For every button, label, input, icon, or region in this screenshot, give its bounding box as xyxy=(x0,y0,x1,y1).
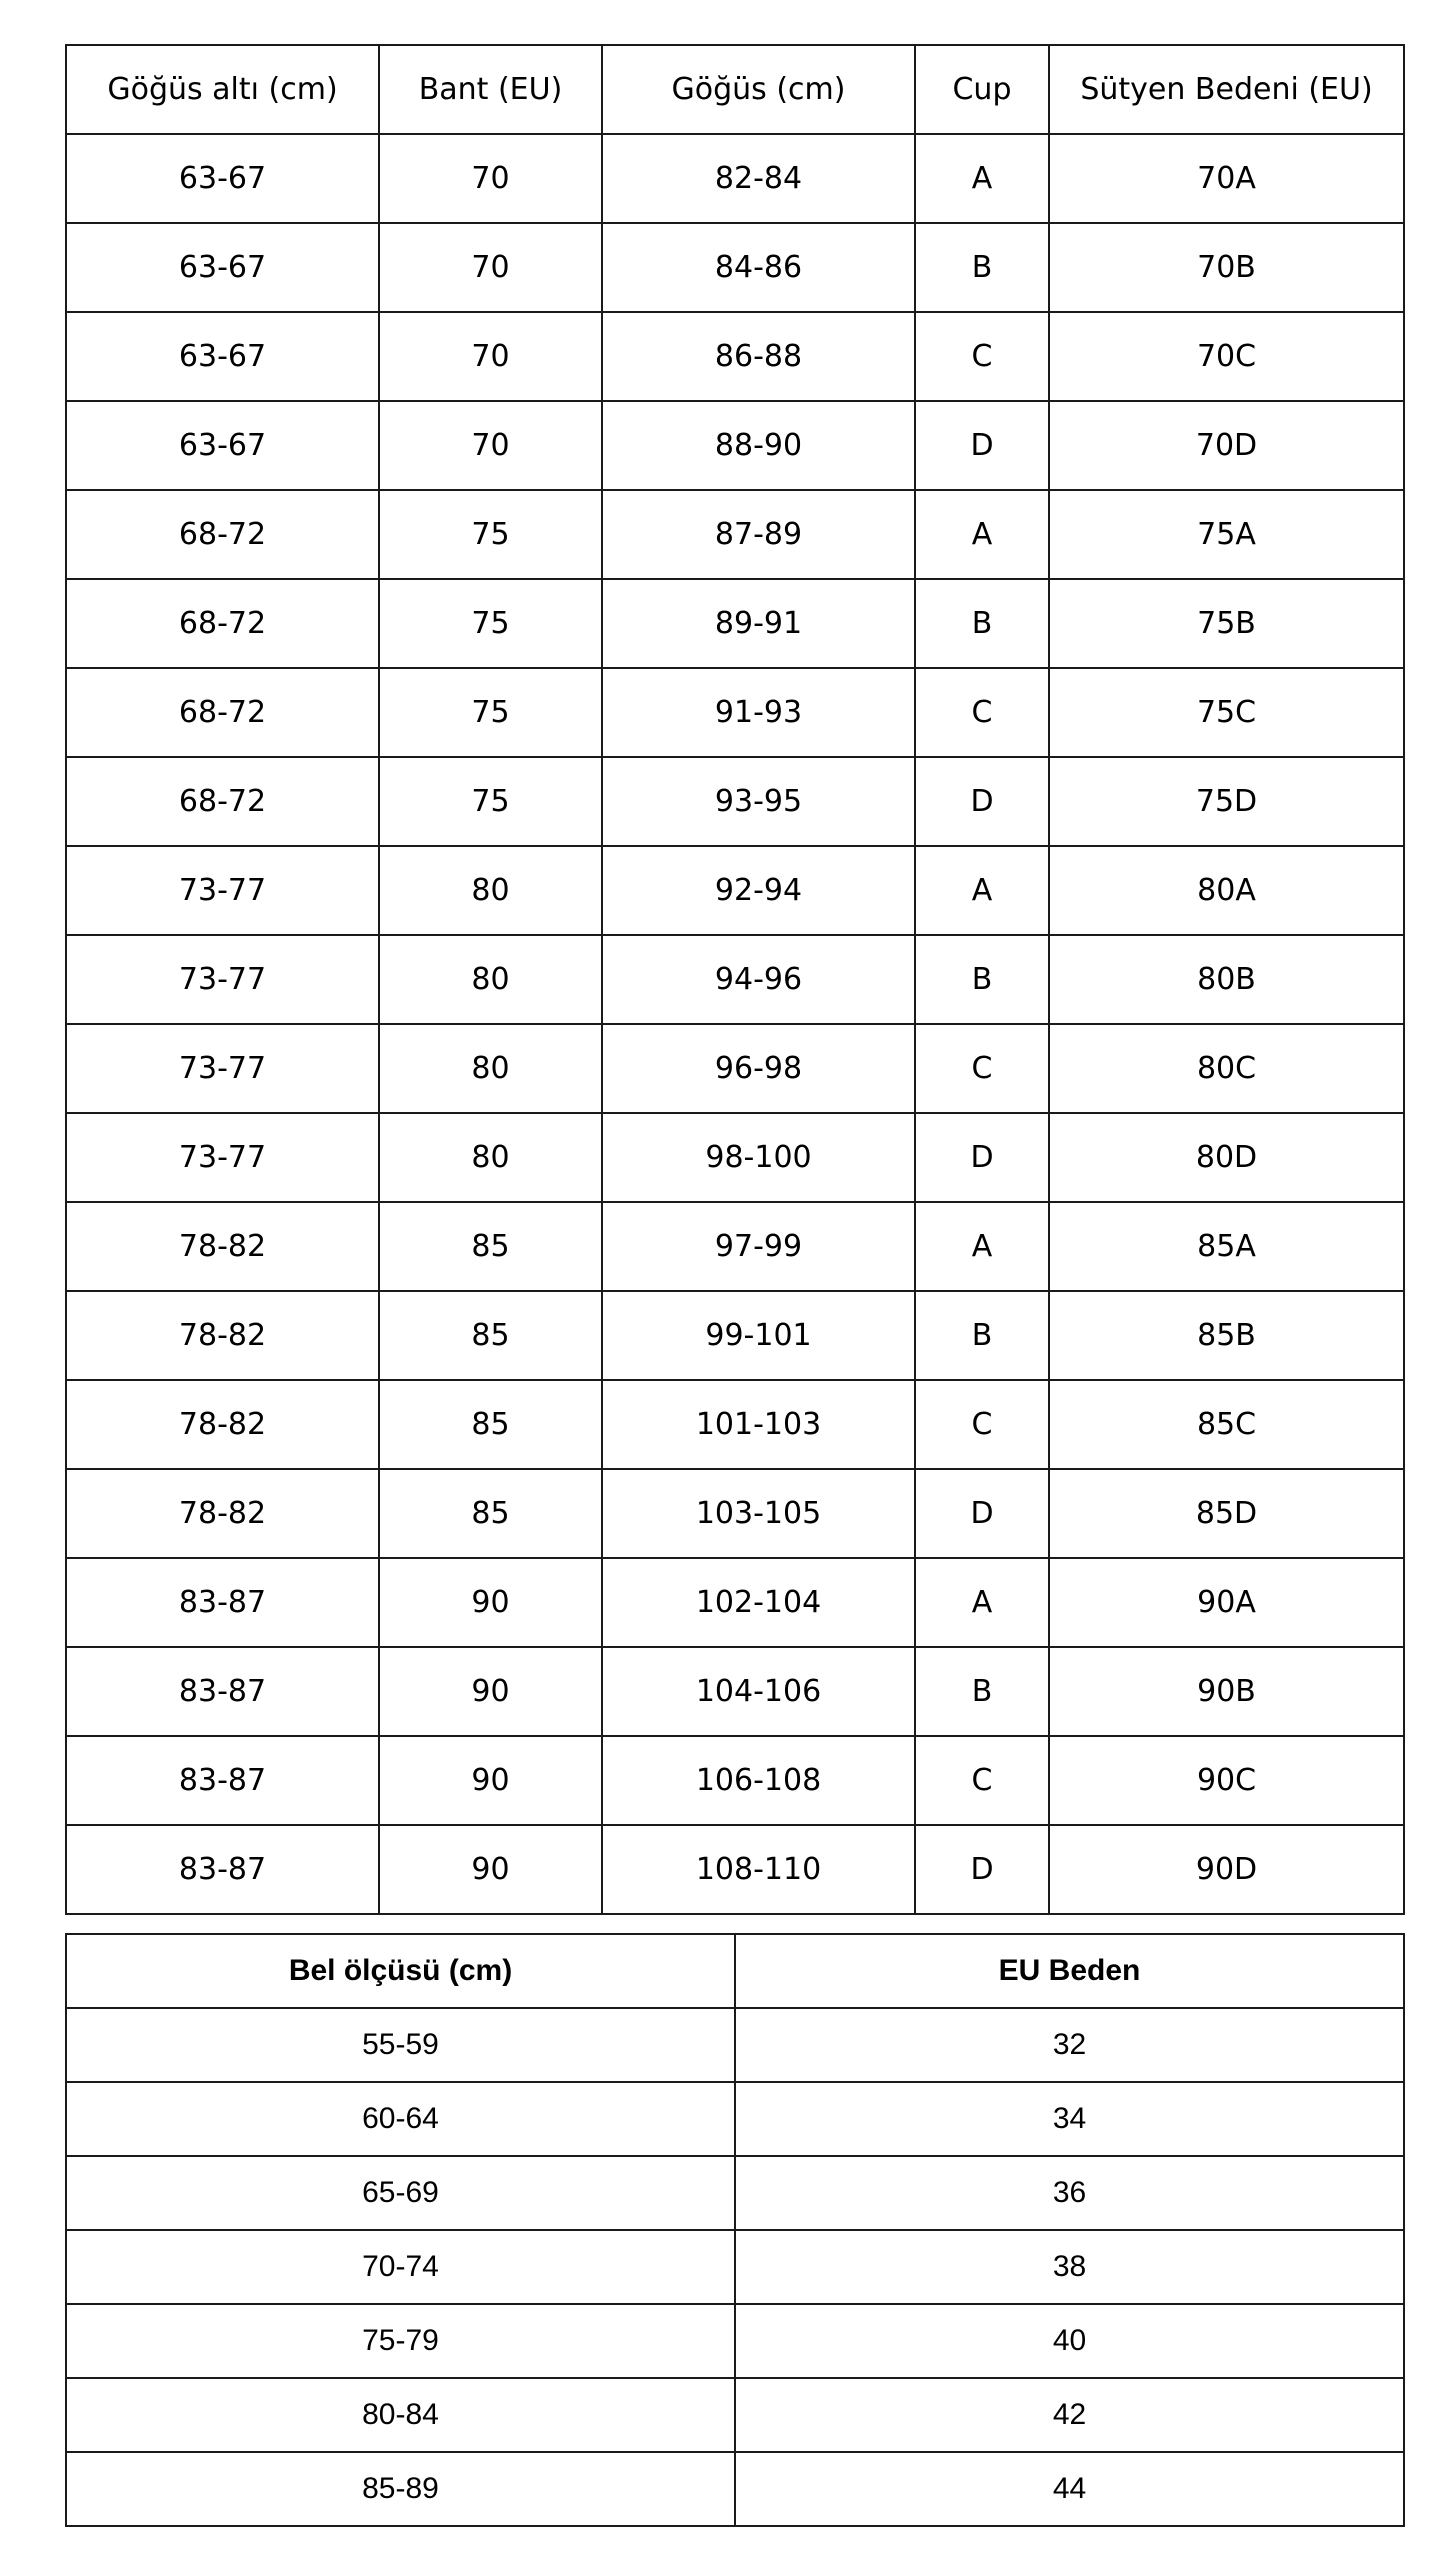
table-cell: 82-84 xyxy=(602,134,915,223)
table-cell: A xyxy=(915,1558,1049,1647)
waist-size-table xyxy=(65,1933,1405,2527)
table-cell: 63-67 xyxy=(66,312,379,401)
table-cell: 85-89 xyxy=(66,2452,735,2526)
table-cell: 101-103 xyxy=(602,1380,915,1469)
table-cell: 42 xyxy=(735,2378,1404,2452)
table-row xyxy=(66,1202,1404,1291)
table-cell: 80 xyxy=(379,1113,602,1202)
table-cell: 90 xyxy=(379,1825,602,1914)
table-cell: 73-77 xyxy=(66,1024,379,1113)
table-row xyxy=(66,2082,1404,2156)
table-cell: 73-77 xyxy=(66,846,379,935)
table-row xyxy=(66,1024,1404,1113)
table-cell: C xyxy=(915,668,1049,757)
header-band: Bant (EU) xyxy=(379,45,602,134)
table-cell: D xyxy=(915,1469,1049,1558)
table-cell: 78-82 xyxy=(66,1380,379,1469)
table-row xyxy=(66,757,1404,846)
table-row xyxy=(66,401,1404,490)
bra-size-table xyxy=(65,44,1405,1915)
table-cell: 83-87 xyxy=(66,1647,379,1736)
table-cell: 70A xyxy=(1049,134,1404,223)
table-cell: 34 xyxy=(735,2082,1404,2156)
table-cell: C xyxy=(915,1736,1049,1825)
table-cell: 83-87 xyxy=(66,1736,379,1825)
bra-table-body xyxy=(66,134,1404,1914)
table-cell: 75D xyxy=(1049,757,1404,846)
table-cell: A xyxy=(915,134,1049,223)
header-cup: Cup xyxy=(915,45,1049,134)
waist-table-header-row xyxy=(66,1934,1404,2008)
table-cell: C xyxy=(915,1380,1049,1469)
table-cell: 88-90 xyxy=(602,401,915,490)
table-row xyxy=(66,1825,1404,1914)
table-cell: 85 xyxy=(379,1202,602,1291)
table-row xyxy=(66,1113,1404,1202)
table-cell: 78-82 xyxy=(66,1469,379,1558)
table-row xyxy=(66,1558,1404,1647)
table-cell: 70 xyxy=(379,401,602,490)
table-row xyxy=(66,1647,1404,1736)
table-cell: 68-72 xyxy=(66,757,379,846)
table-cell: 80-84 xyxy=(66,2378,735,2452)
table-cell: 75B xyxy=(1049,579,1404,668)
table-cell: 83-87 xyxy=(66,1558,379,1647)
table-cell: 68-72 xyxy=(66,490,379,579)
table-cell: 106-108 xyxy=(602,1736,915,1825)
table-cell: 83-87 xyxy=(66,1825,379,1914)
table-cell: 70C xyxy=(1049,312,1404,401)
table-cell: 89-91 xyxy=(602,579,915,668)
table-cell: 75C xyxy=(1049,668,1404,757)
table-row xyxy=(66,490,1404,579)
table-cell: 75 xyxy=(379,668,602,757)
table-cell: 68-72 xyxy=(66,579,379,668)
table-cell: 94-96 xyxy=(602,935,915,1024)
table-row xyxy=(66,579,1404,668)
table-cell: 63-67 xyxy=(66,223,379,312)
table-row xyxy=(66,1469,1404,1558)
table-cell: 90 xyxy=(379,1736,602,1825)
table-cell: 60-64 xyxy=(66,2082,735,2156)
table-cell: 63-67 xyxy=(66,134,379,223)
table-cell: 55-59 xyxy=(66,2008,735,2082)
table-row xyxy=(66,935,1404,1024)
table-cell: 65-69 xyxy=(66,2156,735,2230)
table-cell: 80 xyxy=(379,935,602,1024)
table-cell: 80 xyxy=(379,1024,602,1113)
table-cell: 70 xyxy=(379,223,602,312)
table-cell: B xyxy=(915,1291,1049,1380)
table-cell: 93-95 xyxy=(602,757,915,846)
table-cell: 98-100 xyxy=(602,1113,915,1202)
table-cell: 70-74 xyxy=(66,2230,735,2304)
table-cell: 75 xyxy=(379,757,602,846)
table-cell: 75 xyxy=(379,490,602,579)
table-cell: 97-99 xyxy=(602,1202,915,1291)
table-cell: 73-77 xyxy=(66,935,379,1024)
table-cell: 91-93 xyxy=(602,668,915,757)
table-cell: 96-98 xyxy=(602,1024,915,1113)
table-row xyxy=(66,2008,1404,2082)
table-cell: 70B xyxy=(1049,223,1404,312)
table-row xyxy=(66,2378,1404,2452)
table-cell: 80 xyxy=(379,846,602,935)
table-cell: 80A xyxy=(1049,846,1404,935)
table-cell: D xyxy=(915,1113,1049,1202)
table-cell: 102-104 xyxy=(602,1558,915,1647)
table-cell: 103-105 xyxy=(602,1469,915,1558)
table-cell: 75A xyxy=(1049,490,1404,579)
table-row xyxy=(66,1736,1404,1825)
table-row xyxy=(66,2230,1404,2304)
table-cell: A xyxy=(915,846,1049,935)
table-cell: 84-86 xyxy=(602,223,915,312)
table-cell: 75-79 xyxy=(66,2304,735,2378)
table-row xyxy=(66,2452,1404,2526)
table-cell: 32 xyxy=(735,2008,1404,2082)
table-row xyxy=(66,312,1404,401)
waist-table-body xyxy=(66,2008,1404,2526)
table-cell: C xyxy=(915,312,1049,401)
table-cell: 78-82 xyxy=(66,1202,379,1291)
table-cell: 90 xyxy=(379,1647,602,1736)
table-cell: 85 xyxy=(379,1291,602,1380)
table-row xyxy=(66,668,1404,757)
table-cell: B xyxy=(915,223,1049,312)
table-cell: A xyxy=(915,490,1049,579)
table-cell: 70 xyxy=(379,312,602,401)
table-cell: 70 xyxy=(379,134,602,223)
table-cell: 36 xyxy=(735,2156,1404,2230)
table-cell: B xyxy=(915,1647,1049,1736)
table-cell: 104-106 xyxy=(602,1647,915,1736)
table-cell: 85A xyxy=(1049,1202,1404,1291)
table-cell: 38 xyxy=(735,2230,1404,2304)
header-bust: Göğüs (cm) xyxy=(602,45,915,134)
table-row xyxy=(66,2304,1404,2378)
table-cell: 78-82 xyxy=(66,1291,379,1380)
header-waist: Bel ölçüsü (cm) xyxy=(66,1934,735,2008)
table-cell: C xyxy=(915,1024,1049,1113)
table-cell: 85 xyxy=(379,1380,602,1469)
table-cell: 85D xyxy=(1049,1469,1404,1558)
table-cell: 80C xyxy=(1049,1024,1404,1113)
header-underbust: Göğüs altı (cm) xyxy=(66,45,379,134)
table-row xyxy=(66,1380,1404,1469)
table-cell: 90C xyxy=(1049,1736,1404,1825)
table-cell: 68-72 xyxy=(66,668,379,757)
table-cell: 99-101 xyxy=(602,1291,915,1380)
table-cell: D xyxy=(915,1825,1049,1914)
table-cell: 70D xyxy=(1049,401,1404,490)
table-cell: 108-110 xyxy=(602,1825,915,1914)
table-cell: 90D xyxy=(1049,1825,1404,1914)
table-cell: 73-77 xyxy=(66,1113,379,1202)
table-cell: 85 xyxy=(379,1469,602,1558)
header-eu-size: EU Beden xyxy=(735,1934,1404,2008)
table-cell: 90A xyxy=(1049,1558,1404,1647)
table-cell: 92-94 xyxy=(602,846,915,935)
table-cell: 85B xyxy=(1049,1291,1404,1380)
table-cell: 86-88 xyxy=(602,312,915,401)
table-cell: 63-67 xyxy=(66,401,379,490)
table-cell: 80D xyxy=(1049,1113,1404,1202)
table-cell: B xyxy=(915,579,1049,668)
table-row xyxy=(66,1291,1404,1380)
table-cell: 80B xyxy=(1049,935,1404,1024)
header-bra-size: Sütyen Bedeni (EU) xyxy=(1049,45,1404,134)
table-cell: D xyxy=(915,757,1049,846)
table-cell: 40 xyxy=(735,2304,1404,2378)
table-cell: 87-89 xyxy=(602,490,915,579)
bra-table-header-row xyxy=(66,45,1404,134)
table-cell: D xyxy=(915,401,1049,490)
table-cell: 90 xyxy=(379,1558,602,1647)
table-row xyxy=(66,134,1404,223)
table-cell: 90B xyxy=(1049,1647,1404,1736)
table-cell: 75 xyxy=(379,579,602,668)
table-row xyxy=(66,2156,1404,2230)
table-row xyxy=(66,223,1404,312)
table-row xyxy=(66,846,1404,935)
table-cell: 44 xyxy=(735,2452,1404,2526)
table-cell: B xyxy=(915,935,1049,1024)
table-cell: A xyxy=(915,1202,1049,1291)
table-cell: 85C xyxy=(1049,1380,1404,1469)
